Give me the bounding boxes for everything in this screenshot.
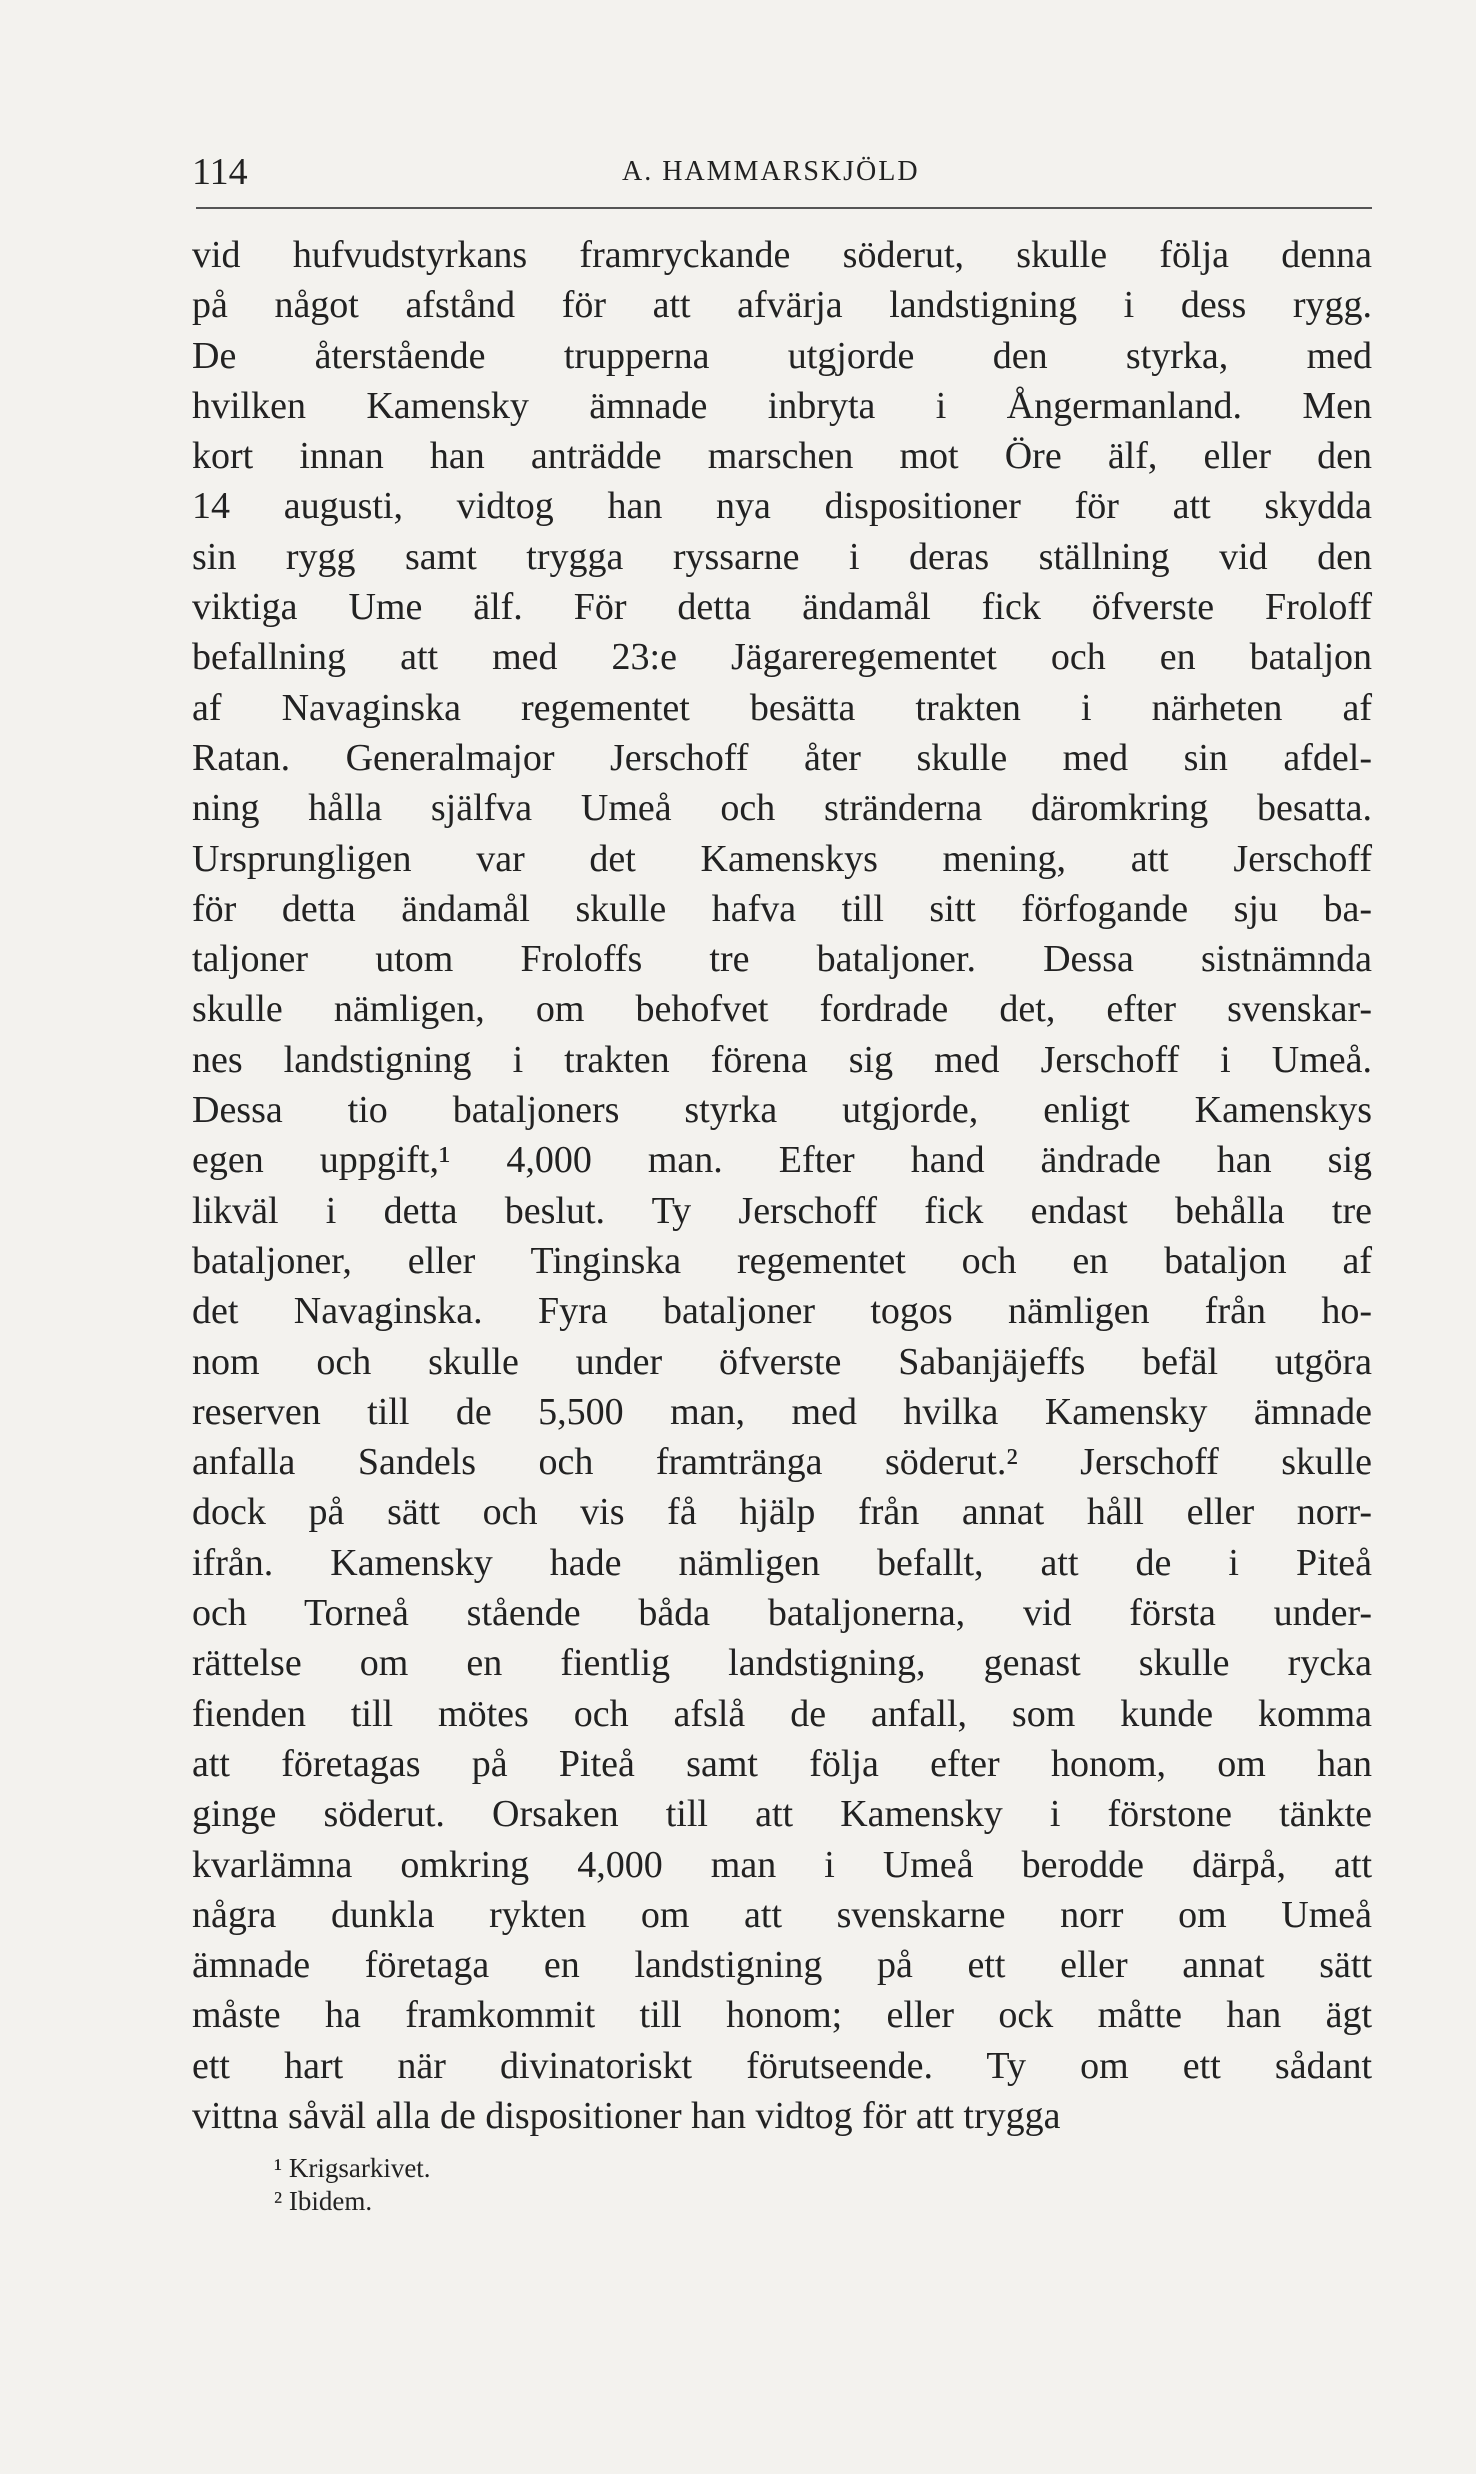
text-line: bataljoner, eller Tinginska regementet och en bataljon af [192, 1239, 1372, 1282]
text-line: ifrån. Kamensky hade nämligen befallt, att de i Piteå [192, 1541, 1372, 1584]
footnote: ² Ibidem. [274, 2186, 373, 2216]
text-line: kort innan han anträdde marschen mot Öre älf, eller den [192, 435, 1372, 478]
text-line: rättelse om en fientlig landstigning, genast skulle rycka [192, 1642, 1372, 1685]
text-line: sin rygg samt trygga ryssarne i deras ställning vid den [192, 535, 1372, 578]
text-line: ett hart när divinatoriskt förutseende. Ty om ett sådant [192, 2044, 1372, 2087]
text-line: anfalla Sandels och framtränga söderut.² Jerschoff skulle [192, 1441, 1372, 1484]
footnote: ¹ Krigsarkivet. [274, 2153, 431, 2183]
text-line: det Navaginska. Fyra bataljoner togos nämligen från ho- [192, 1290, 1372, 1333]
text-line: Dessa tio bataljoners styrka utgjorde, enligt Kamenskys [192, 1089, 1372, 1132]
text-line: måste ha framkommit till honom; eller ock måtte han ägt [192, 1994, 1372, 2037]
text-line: ämnade företaga en landstigning på ett eller annat sätt [192, 1944, 1372, 1987]
running-head: A. HAMMARSKJÖLD [622, 156, 920, 187]
text-line: vittna såväl alla de dispositioner han vidtog för att trygga [192, 2094, 1061, 2137]
text-line: hvilken Kamensky ämnade inbryta i Ångermanland. Men [192, 384, 1372, 427]
page-number: 114 [192, 151, 248, 193]
text-line: att företagas på Piteå samt följa efter honom, om han [192, 1742, 1372, 1785]
footnotes [274, 2152, 431, 2218]
text-line: reserven till de 5,500 man, med hvilka Kamensky ämnade [192, 1390, 1372, 1433]
text-line: 14 augusti, vidtog han nya dispositioner för att skydda [192, 485, 1372, 528]
text-line: på något afstånd för att afvärja landstigning i dess rygg. [192, 284, 1372, 327]
text-line: ginge söderut. Orsaken till att Kamensky i förstone tänkte [192, 1793, 1372, 1836]
text-line: dock på sätt och vis få hjälp från annat håll eller norr- [192, 1491, 1372, 1534]
text-line: ning hålla själfva Umeå och stränderna däromkring besatta. [192, 787, 1372, 830]
text-line: för detta ändamål skulle hafva till sitt förfogande sju ba- [192, 887, 1372, 930]
text-line: egen uppgift,¹ 4,000 man. Efter hand ändrade han sig [192, 1139, 1372, 1182]
text-line: vid hufvudstyrkans framryckande söderut, skulle följa denna [192, 234, 1372, 276]
text-line: kvarlämna omkring 4,000 man i Umeå berodde därpå, att [192, 1843, 1372, 1886]
text-line: De återstående trupperna utgjorde den styrka, med [192, 334, 1372, 377]
text-line: viktiga Ume älf. För detta ändamål fick öfverste Froloff [192, 586, 1372, 629]
text-line: nes landstigning i trakten förena sig med Jerschoff i Umeå. [192, 1038, 1372, 1081]
text-line: Ratan. Generalmajor Jerschoff åter skulle med sin afdel- [192, 736, 1372, 779]
text-line: och Torneå stående båda bataljonerna, vid första under- [192, 1592, 1372, 1635]
page-header [192, 150, 1372, 193]
text-line: nom och skulle under öfverste Sabanjäjeffs befäl utgöra [192, 1340, 1372, 1383]
text-line: likväl i detta beslut. Ty Jerschoff fick endast behålla tre [192, 1189, 1372, 1232]
text-line: befallning att med 23:e Jägareregementet och en bataljon [192, 636, 1372, 679]
text-line: fienden till mötes och afslå de anfall, som kunde komma [192, 1692, 1372, 1735]
text-line: några dunkla rykten om att svenskarne norr om Umeå [192, 1893, 1372, 1936]
text-line: Ursprungligen var det Kamenskys mening, att Jerschoff [192, 837, 1372, 880]
header-rule [196, 207, 1372, 209]
text-line: skulle nämligen, om behofvet fordrade det, efter svenskar- [192, 988, 1372, 1031]
text-line: af Navaginska regementet besätta trakten i närheten af [192, 686, 1372, 729]
text-line: taljoner utom Froloffs tre bataljoner. Dessa sistnämnda [192, 938, 1372, 981]
body-text [192, 230, 1372, 2141]
